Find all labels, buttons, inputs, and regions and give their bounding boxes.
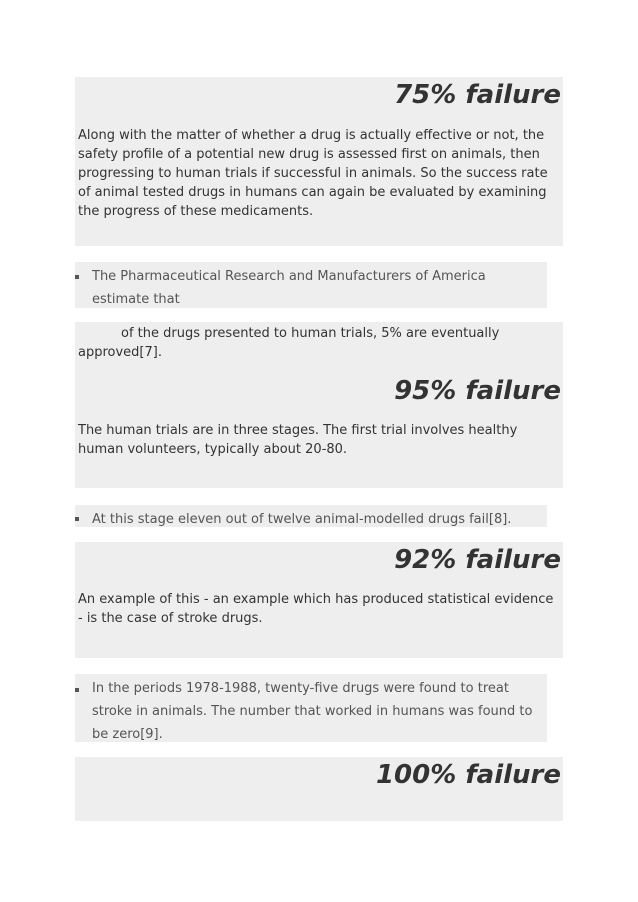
failure-heading: 92% failure <box>394 545 561 575</box>
failure-heading: 100% failure <box>375 760 561 790</box>
section-paragraph: An example of this - an example which has produced statistical evidence - is the case of stroke drugs. <box>78 592 554 626</box>
bullet-box-stage <box>75 505 547 527</box>
section-paragraph: The human trials are in three stages. The first trial involves healthy human volunteers, typically about 20-80. <box>78 423 518 457</box>
section-95-failure <box>75 322 563 488</box>
bullet-text: At this stage eleven out of twelve animal-modelled drugs fail[8]. <box>92 512 512 527</box>
bullet-box-pharma <box>75 262 547 308</box>
bullet-icon <box>75 688 79 692</box>
section-paragraph: Along with the matter of whether a drug is actually effective or not, the safety profile of a potential new drug is assessed first on animals, then progressing to human trials if successful in animals. So the success rate of animal tested drugs in humans can again be evaluated by examining the progress of these medicaments. <box>78 128 548 219</box>
section-92-failure <box>75 542 563 658</box>
bullet-icon <box>75 275 79 279</box>
failure-heading: 95% failure <box>394 376 561 406</box>
bullet-text: The Pharmaceutical Research and Manufacturers of America estimate that <box>92 269 486 307</box>
section-75-failure <box>75 77 563 246</box>
failure-heading: 75% failure <box>394 80 561 110</box>
section-100-failure <box>75 757 563 821</box>
bullet-box-stroke <box>75 674 547 742</box>
bullet-text: In the periods 1978-1988, twenty-five drugs were found to treat stroke in animals. The number that worked in humans was found to be zero[9]. <box>92 681 533 742</box>
lead-paragraph: of the drugs presented to human trials, 5% are eventually approved[7]. <box>78 326 500 360</box>
bullet-icon <box>75 517 79 521</box>
